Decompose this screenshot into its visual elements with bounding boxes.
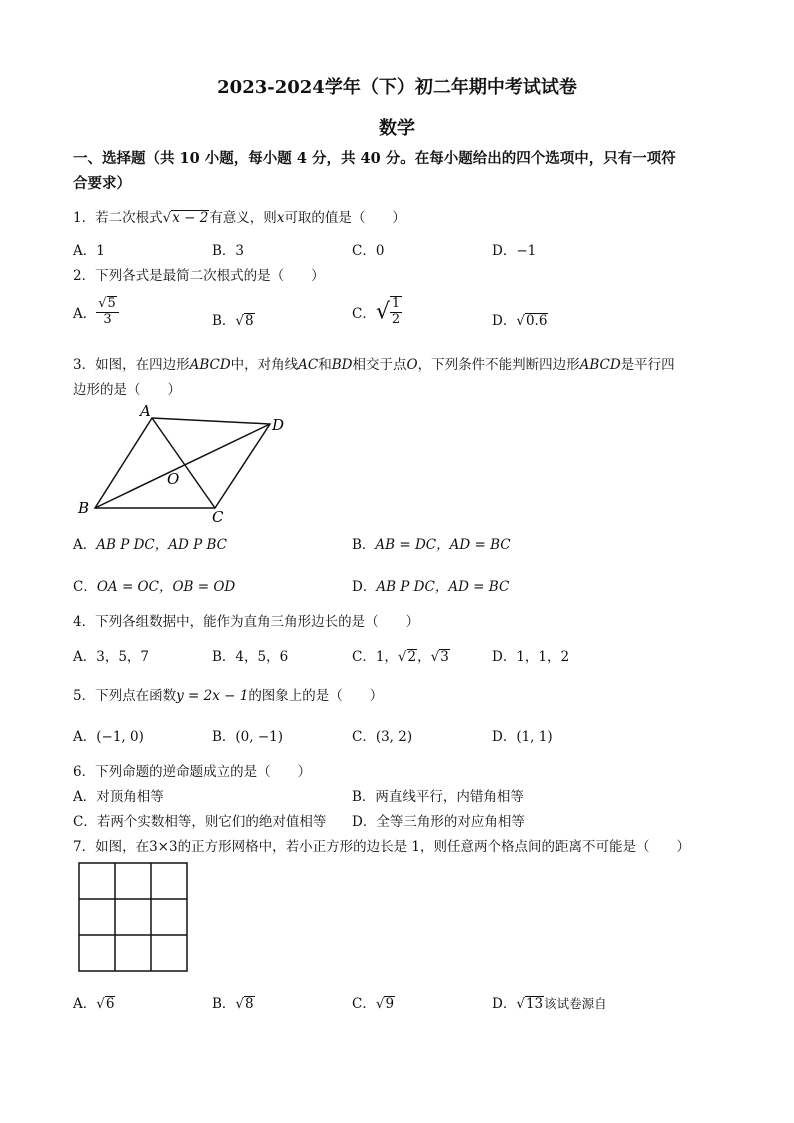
point-a-label: A	[140, 402, 151, 420]
section-heading-line2: 合要求）	[73, 175, 131, 192]
q4-option-a: A．3，5，7	[73, 649, 150, 665]
question-4: 4．下列各组数据中，能作为直角三角形边长的是（ ）	[73, 614, 420, 630]
q3-option-d	[352, 575, 509, 595]
parallelogram-figure	[70, 398, 300, 523]
q2-c-fraction	[390, 296, 402, 328]
q3-text-e: 是平行四	[620, 357, 675, 373]
q1-option-b: B．3	[212, 243, 245, 259]
question-7	[73, 835, 690, 855]
q7-label-a: A．	[73, 996, 97, 1012]
q6-option-a: A．对顶角相等	[73, 789, 164, 805]
q1-sqrt-sign: √	[162, 210, 172, 226]
q3-label-c: C．	[73, 579, 97, 595]
q3-ac: AC	[298, 357, 319, 373]
q3-label-a: A．	[73, 537, 97, 553]
exam-title: 2023-2024学年（下）初二年期中考试试卷	[217, 77, 577, 98]
parallelogram-outline	[95, 418, 270, 508]
section-heading-line1: 一、选择题（共 10 小题，每小题 4 分，共 40 分。在每小题给出的四个选项中，只有一项符	[73, 150, 676, 167]
q7-grid-size: 3×3	[149, 839, 178, 855]
q5-stem-a: 5．下列点在函数	[73, 688, 177, 704]
q6-option-b: B．两直线平行，内错角相等	[352, 789, 524, 805]
q7-stem-b: 的正方形网格中，若小正方形的边长是 1，则任意两个格点间的距离不可能是（ ）	[177, 839, 690, 855]
q2-label-a: A．	[73, 305, 97, 322]
q2-a-fraction: $\frac{√5}{3}$	[96, 296, 119, 328]
q3-bd: BD	[331, 357, 353, 373]
q6-option-d: D．全等三角形的对应角相等	[352, 814, 525, 830]
q4-option-c: C．1，√2，√3	[352, 649, 449, 665]
q7-c-radicand: 9	[385, 996, 395, 1012]
q1-option-c: C．0	[352, 243, 385, 259]
q3-quad-2: ABCD	[579, 357, 621, 373]
q3-label-d: D．	[352, 579, 377, 595]
q3-option-a	[73, 533, 227, 553]
q3-o: O	[406, 357, 418, 373]
q5-stem-b: 的图象上的是（ ）	[248, 688, 384, 704]
q4-c-sep: ，	[417, 649, 431, 665]
q2-d-radicand: 0.6	[525, 313, 548, 329]
q7-option-d: D．√13该试卷源自	[492, 996, 607, 1012]
question-1	[73, 206, 406, 226]
q3-and: 和	[318, 357, 332, 373]
point-o-label: O	[167, 470, 180, 488]
q4-option-d: D．1，1，2	[492, 649, 570, 665]
q7-label-c: C．	[352, 996, 376, 1012]
q1-option-a: A．1	[73, 243, 105, 259]
q3-option-c	[73, 575, 235, 595]
q3-text-d: ，下列条件不能判断四边形	[417, 357, 580, 373]
q7-b-radicand: 8	[245, 996, 254, 1012]
q1-option-d: D．−1	[492, 243, 537, 259]
q1-stem-post2: 可取的值是（ ）	[284, 210, 406, 226]
point-b-label: B	[78, 499, 90, 517]
q1-radicand: x − 2	[172, 210, 209, 226]
question-5	[73, 684, 383, 704]
q3-text-b: 中，对角线	[230, 357, 299, 373]
q2-label-b: B．	[212, 313, 236, 329]
q2-option-d: D．√0.6	[492, 313, 548, 329]
q2-c-den: 2	[391, 311, 401, 327]
question-3-line1	[73, 353, 675, 373]
q3-option-b	[352, 533, 511, 553]
q5-function: y = 2x − 1	[176, 688, 249, 704]
q2-a-den: 3	[103, 311, 112, 327]
q7-option-c: C．√9	[352, 996, 395, 1012]
subject-title: 数学	[379, 118, 415, 139]
question-6: 6．下列命题的逆命题成立的是（ ）	[73, 764, 312, 780]
q7-option-a: A．√6	[73, 996, 115, 1012]
question-2: 2．下列各式是最简二次根式的是（ ）	[73, 268, 325, 284]
q2-c-num: 1	[391, 296, 401, 311]
q3-option-a-text: AB P DC，AD P BC	[96, 537, 227, 553]
q2-option-c	[352, 296, 402, 328]
q3-text-a: 3．如图，在四边形	[73, 357, 190, 373]
question-3-line2: 边形的是（ ）	[73, 382, 181, 398]
q4-c-pre: C．1，	[352, 649, 398, 665]
q7-label-b: B．	[212, 996, 236, 1012]
q5-option-a: A．(−1, 0)	[73, 729, 144, 745]
q5-option-b: B．(0, −1)	[212, 729, 284, 745]
q2-a-num: 5	[107, 296, 116, 311]
q7-stem-a: 7．如图，在	[73, 839, 150, 855]
q2-c-sqrt-sign: √	[375, 299, 390, 325]
q3-option-c-text: OA = OC，OB = OD	[96, 579, 236, 595]
q1-stem-post: 有意义，则	[209, 210, 277, 226]
point-c-label: C	[212, 508, 224, 523]
q7-option-b: B．√8	[212, 996, 254, 1012]
diagonal-ac	[152, 418, 215, 508]
q4-c-root1: 2	[407, 649, 417, 665]
q7-d-radicand: 13	[525, 996, 544, 1012]
q2-label-c: C．	[352, 305, 376, 322]
q2-label-d: D．	[492, 313, 517, 329]
q4-option-b: B．4，5，6	[212, 649, 289, 665]
q3-quad: ABCD	[189, 357, 231, 373]
q2-b-radicand: 8	[245, 313, 254, 329]
q3-text-c: 相交于点	[352, 357, 407, 373]
q3-option-b-text: AB = DC，AD = BC	[375, 537, 511, 553]
point-d-label: D	[272, 416, 285, 434]
q1-var: x	[276, 210, 285, 226]
q6-option-c: C．若两个实数相等，则它们的绝对值相等	[73, 814, 327, 830]
q2-option-b: B．√8	[212, 313, 254, 329]
q2-option-a	[73, 296, 119, 328]
q3-label-b: B．	[352, 537, 376, 553]
q5-option-d: D．(1, 1)	[492, 729, 553, 745]
q5-option-c: C．(3, 2)	[352, 729, 413, 745]
q7-label-d: D．	[492, 996, 517, 1012]
q1-stem-pre: 1．若二次根式	[73, 210, 163, 226]
q4-c-root2: 3	[440, 649, 449, 665]
q7-a-radicand: 6	[105, 996, 115, 1012]
grid-figure	[78, 862, 190, 974]
q7-source-note: 该试卷源自	[544, 996, 607, 1011]
q3-option-d-text: AB P DC，AD = BC	[376, 579, 510, 595]
